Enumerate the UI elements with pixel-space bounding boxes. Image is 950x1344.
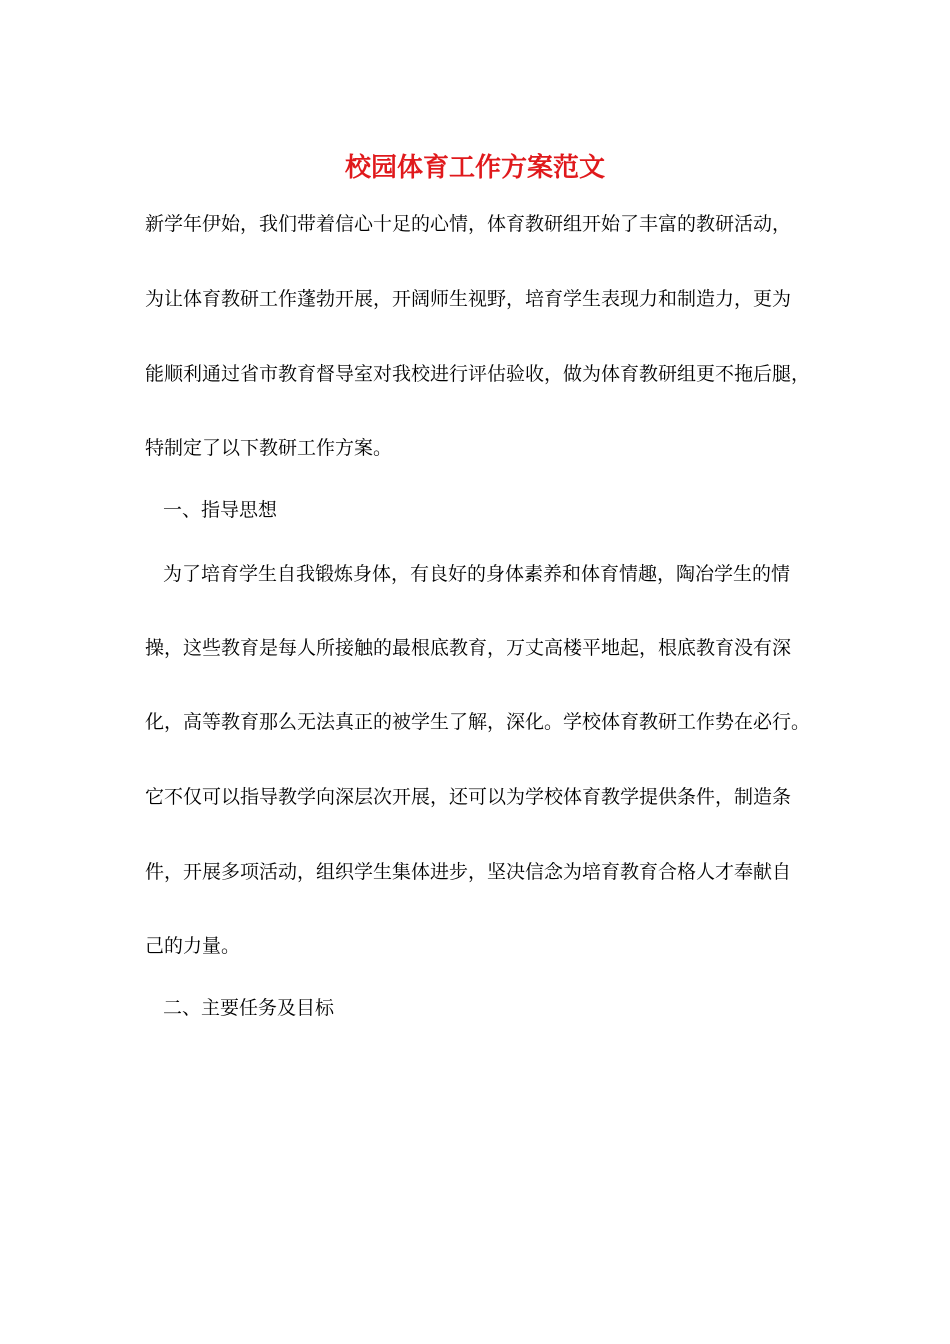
section-heading: 二、主要任务及目标 bbox=[163, 997, 335, 1019]
section-heading: 一、指导思想 bbox=[163, 499, 278, 521]
document-title: 校园体育工作方案范文 bbox=[344, 153, 605, 183]
paragraph-line: 特制定了以下教研工作方案。 bbox=[145, 437, 393, 459]
paragraph-line: 为了培育学生自我锻炼身体，有良好的身体素养和体育情趣，陶冶学生的情 bbox=[163, 563, 791, 585]
paragraph-line: 能顺利通过省市教育督导室对我校进行评估验收，做为体育教研组更不拖后腿， bbox=[145, 363, 811, 385]
paragraph-line: 操，这些教育是每人所接触的最根底教育，万丈高楼平地起，根底教育没有深 bbox=[145, 637, 792, 659]
paragraph-line: 化，高等教育那么无法真正的被学生了解，深化。学校体育教研工作势在必行。 bbox=[145, 711, 811, 733]
paragraph-line: 新学年伊始，我们带着信心十足的心情，体育教研组开始了丰富的教研活动， bbox=[145, 213, 792, 235]
paragraph-line: 己的力量。 bbox=[145, 935, 241, 957]
paragraph-line: 为让体育教研工作蓬勃开展，开阔师生视野，培育学生表现力和制造力，更为 bbox=[145, 288, 792, 310]
paragraph-line: 件，开展多项活动，组织学生集体进步，坚决信念为培育教育合格人才奉献自 bbox=[145, 861, 792, 883]
paragraph-line: 它不仅可以指导教学向深层次开展，还可以为学校体育教学提供条件，制造条 bbox=[145, 786, 792, 808]
